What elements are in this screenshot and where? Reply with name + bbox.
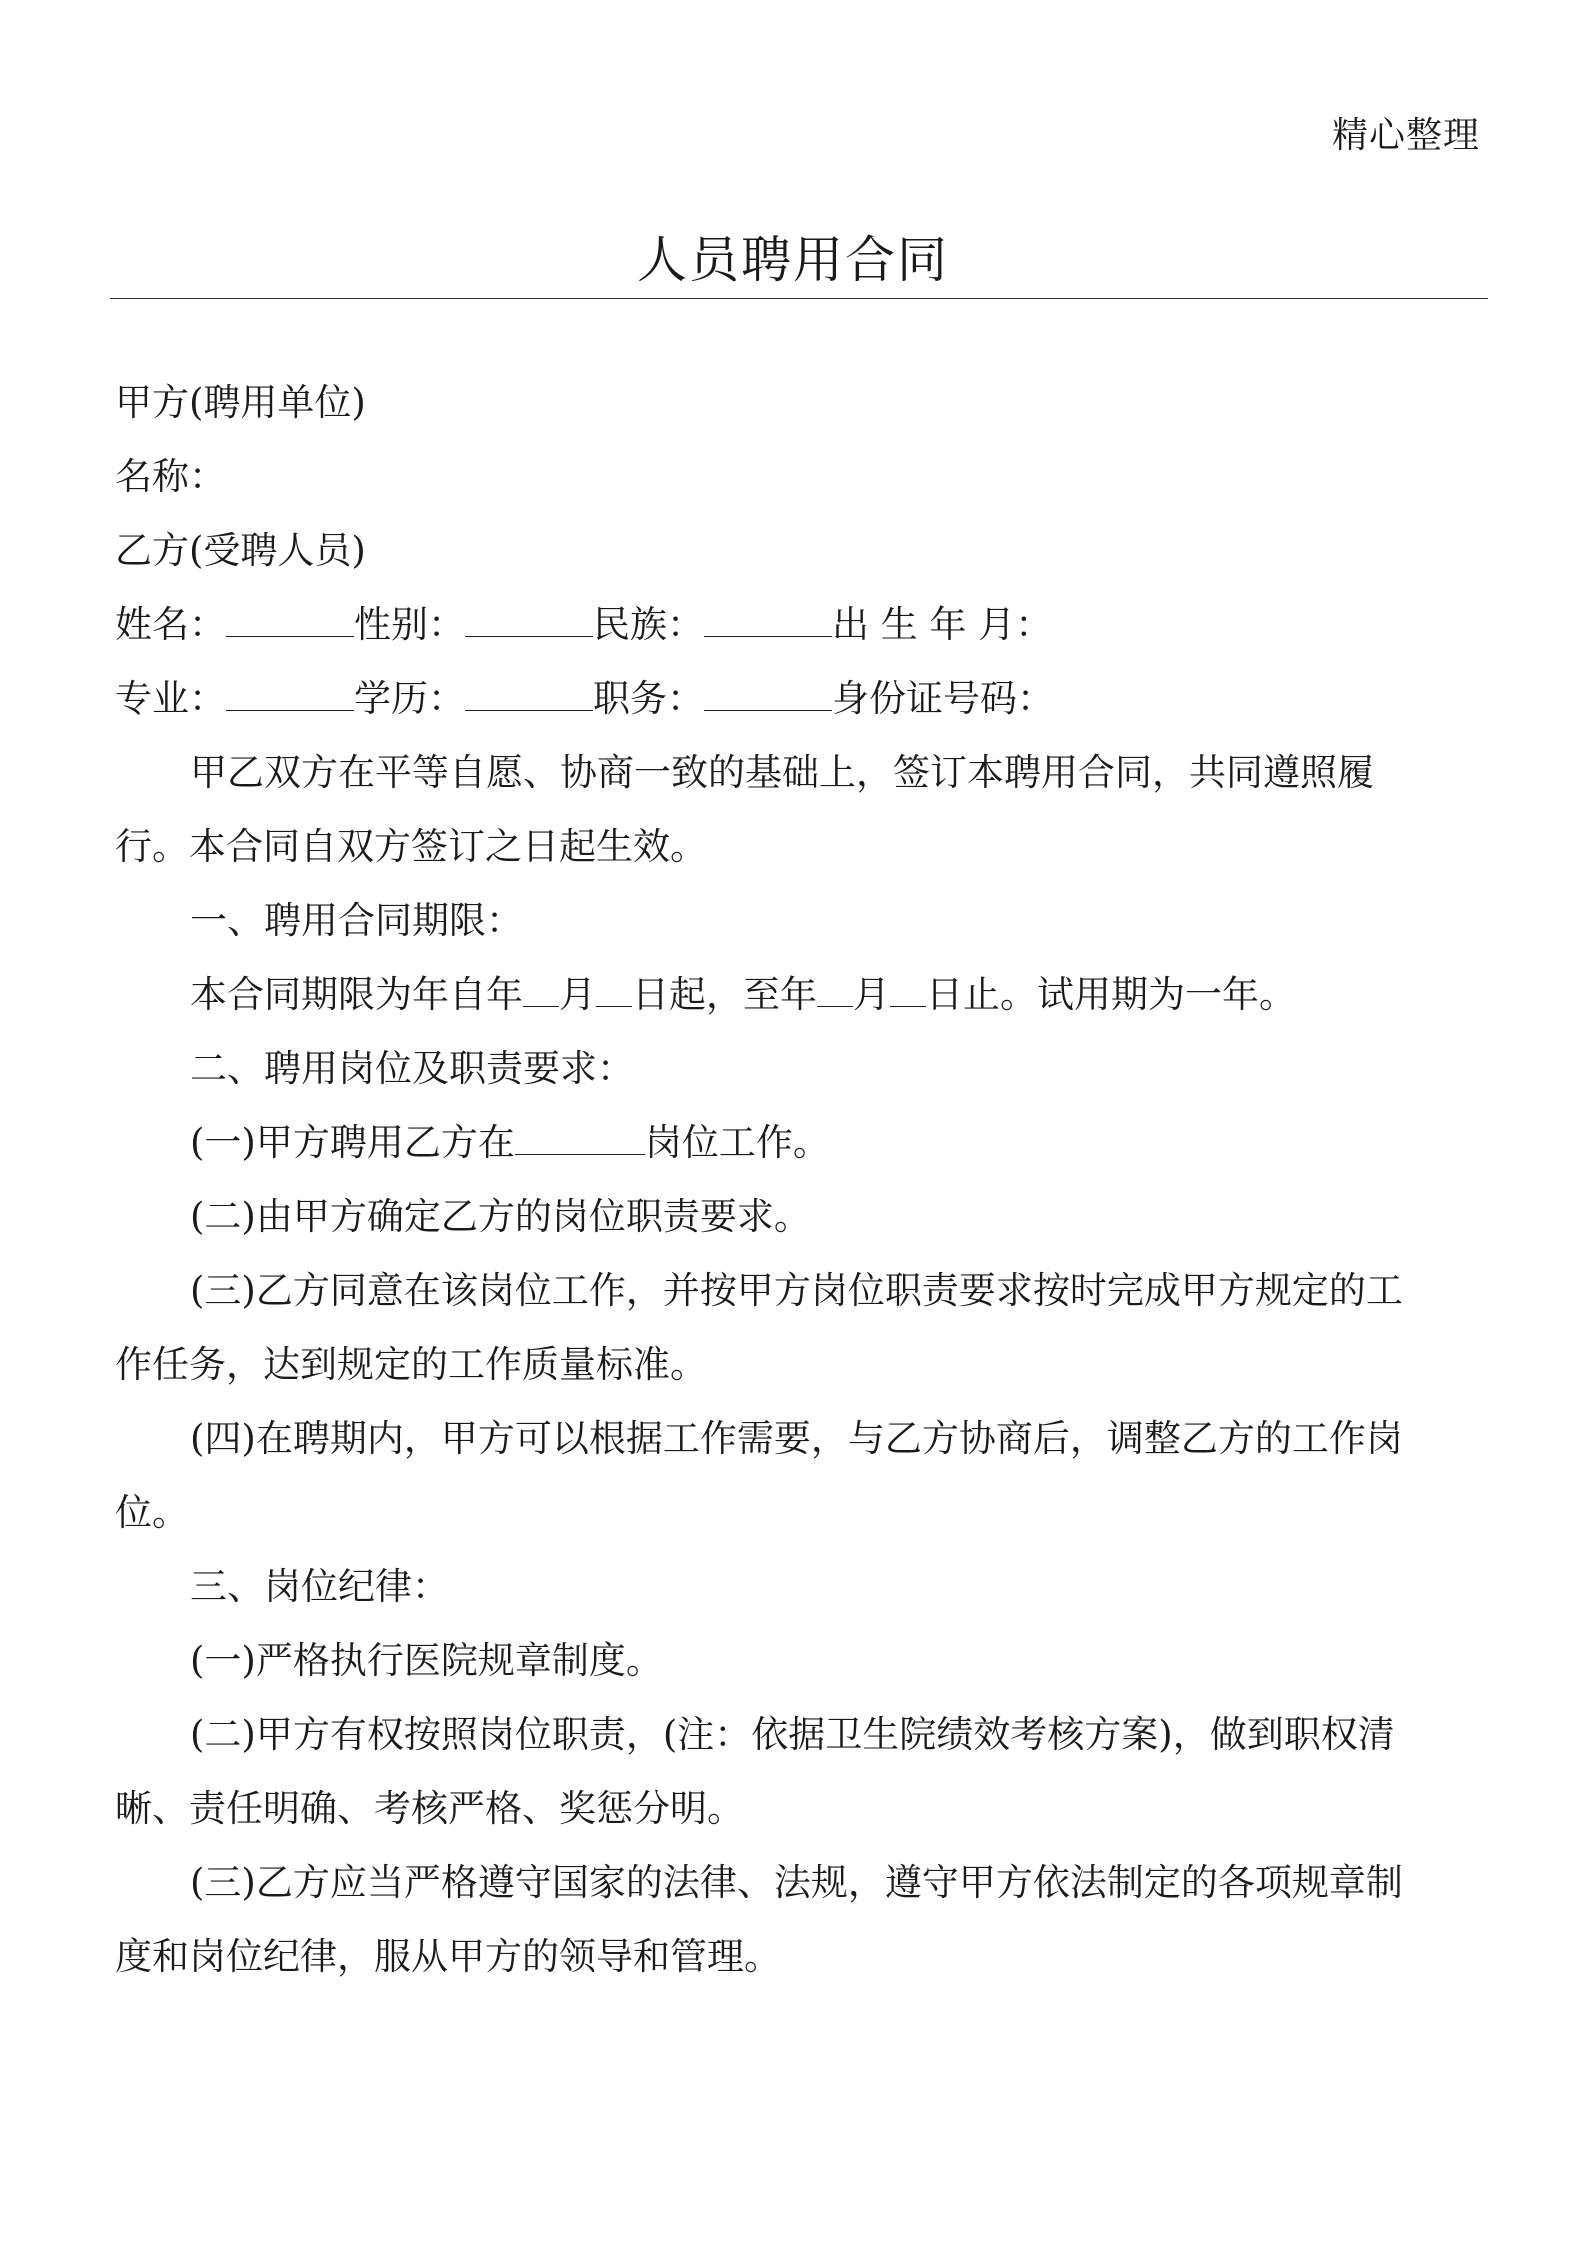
term-text-1: 本合同期限为年自年 — [190, 973, 523, 1016]
position-label: 职务： — [593, 677, 704, 720]
party-b-heading: 乙方(受聘人员) — [115, 529, 366, 572]
intro-line-2: 行。本合同自双方签订之日起生效。 — [115, 825, 707, 868]
page-title: 人员聘用合同 — [637, 231, 949, 289]
birth-label: 出 生 年 月： — [832, 603, 1053, 646]
ethnicity-label: 民族： — [593, 603, 704, 646]
start-month-blank — [523, 976, 559, 1007]
ethnicity-blank — [704, 606, 832, 637]
term-text-5: 日止。试用期为一年。 — [926, 973, 1296, 1016]
contract-term-line — [115, 958, 1455, 1032]
end-day-blank — [890, 976, 926, 1007]
post-blank — [515, 1124, 645, 1155]
party-a-name-label: 名称： — [115, 455, 226, 498]
item-1-text-pre: (一)甲方聘用乙方在 — [190, 1121, 515, 1164]
major-blank — [226, 680, 354, 711]
term-text-3: 日起，至年 — [632, 973, 817, 1016]
section-2-heading: 二、聘用岗位及职责要求： — [190, 1047, 634, 1090]
intro-line-1: 甲乙双方在平等自愿、协商一致的基础上，签订本聘用合同，共同遵照履 — [190, 751, 1374, 794]
party-b-info-row-1 — [115, 588, 1455, 662]
contract-body — [115, 366, 1455, 1994]
party-a-heading: 甲方(聘用单位) — [115, 381, 366, 424]
start-day-blank — [596, 976, 632, 1007]
item-1-text-post: 岗位工作。 — [644, 1121, 830, 1164]
section-2-item-4-line-2: 位。 — [115, 1491, 189, 1534]
gender-blank — [465, 606, 593, 637]
section-2-item-3-line-1: (三)乙方同意在该岗位工作，并按甲方岗位职责要求按时完成甲方规定的工 — [190, 1269, 1403, 1312]
education-blank — [465, 680, 593, 711]
section-2-item-1 — [115, 1106, 1455, 1180]
section-3-item-3-line-1: (三)乙方应当严格遵守国家的法律、法规，遵守甲方依法制定的各项规章制 — [190, 1861, 1403, 1904]
name-blank — [226, 606, 354, 637]
section-1-heading: 一、聘用合同期限： — [190, 899, 523, 942]
section-3-heading: 三、岗位纪律： — [190, 1565, 449, 1608]
term-text-4: 月 — [853, 973, 890, 1016]
id-number-label: 身份证号码： — [832, 677, 1054, 720]
section-3-item-2-line-1: (二)甲方有权按照岗位职责，(注：依据卫生院绩效考核方案)，做到职权清 — [190, 1713, 1395, 1756]
title-divider — [110, 298, 1488, 299]
major-label: 专业： — [115, 677, 226, 720]
section-2-item-4-line-1: (四)在聘期内，甲方可以根据工作需要，与乙方协商后，调整乙方的工作岗 — [190, 1417, 1403, 1460]
party-b-info-row-2 — [115, 662, 1455, 736]
section-3-item-1: (一)严格执行医院规章制度。 — [190, 1639, 663, 1682]
header-note: 精心整理 — [1331, 115, 1480, 156]
section-3-item-2-line-2: 晰、责任明确、考核严格、奖惩分明。 — [115, 1787, 744, 1830]
section-3-item-3-line-2: 度和岗位纪律，服从甲方的领导和管理。 — [115, 1935, 781, 1978]
end-month-blank — [817, 976, 853, 1007]
education-label: 学历： — [354, 677, 465, 720]
section-2-item-3-line-2: 作任务，达到规定的工作质量标准。 — [115, 1343, 707, 1386]
name-label: 姓名： — [115, 603, 226, 646]
section-2-item-2: (二)由甲方确定乙方的岗位职责要求。 — [190, 1195, 811, 1238]
position-blank — [704, 680, 832, 711]
term-text-2: 月 — [559, 973, 596, 1016]
gender-label: 性别： — [354, 603, 465, 646]
